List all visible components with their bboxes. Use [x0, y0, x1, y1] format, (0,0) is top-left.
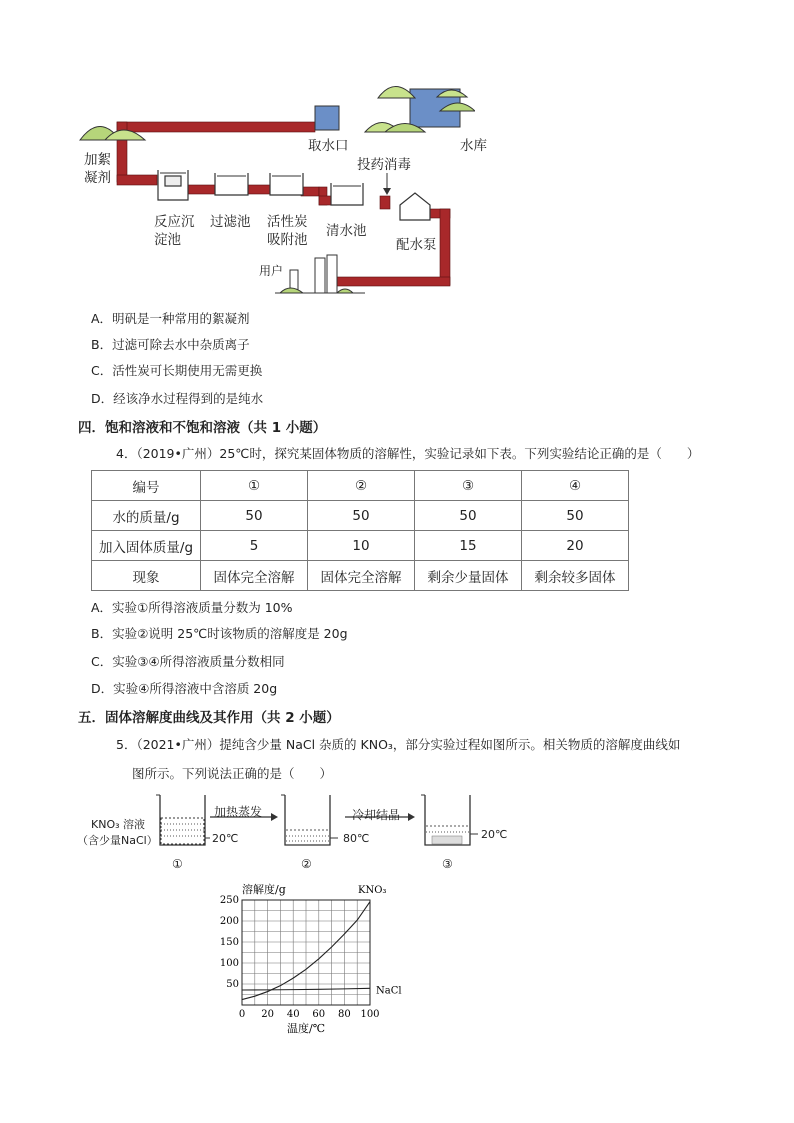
beaker2-temp-label: 80℃	[343, 832, 370, 845]
clear-tank-label: 清水池	[326, 223, 367, 239]
q3-option-d: D．经该净水过程得到的是纯水	[91, 391, 264, 406]
table-cell: 15	[415, 531, 522, 561]
beaker3-number: ③	[442, 857, 453, 871]
reservoir-icon	[365, 87, 475, 133]
pump-house-icon	[400, 193, 430, 220]
table-row	[92, 531, 629, 561]
step-evaporate-label: 加热蒸发	[214, 805, 263, 819]
y-axis-label: 溶解度/g	[242, 883, 286, 896]
q3-option-b: B．过滤可除去水中杂质离子	[91, 337, 250, 352]
x-tick-label: 40	[286, 1009, 300, 1020]
q4-stem: 4．（2019•广州）25℃时，探究某固体物质的溶解性，实验记录如下表。下列实验结论正确的是（ ）	[116, 446, 700, 461]
table-cell: ①	[201, 471, 308, 501]
series-label: NaCl	[376, 985, 402, 997]
reaction-tank-label-2: 淀池	[154, 232, 181, 248]
beaker-icon	[281, 795, 330, 845]
table-cell: 50	[522, 501, 629, 531]
table-cell: ②	[308, 471, 415, 501]
beaker1-solution-label: KNO₃ 溶液	[91, 818, 146, 831]
table-cell: 剩余少量固体	[415, 561, 522, 591]
x-tick-label: 100	[360, 1009, 380, 1020]
table-cell: 剩余较多固体	[522, 561, 629, 591]
filter-tank-label: 过滤池	[210, 214, 251, 230]
q3-option-a: A．明矾是一种常用的絮凝剂	[91, 311, 250, 326]
section5-title: 五．固体溶解度曲线及其作用（共 2 小题）	[78, 710, 340, 726]
coagulant-label-1: 加絮	[84, 152, 111, 168]
table-cell: ④	[522, 471, 629, 501]
intake-label: 取水口	[308, 138, 349, 154]
y-tick-label: 250	[220, 895, 239, 906]
beaker1-temp-label: 20℃	[212, 832, 239, 845]
table-row	[92, 471, 629, 501]
q4-option-b: B．实验②说明 25℃时该物质的溶解度是 20g	[91, 626, 348, 641]
solubility-chart	[220, 880, 420, 1040]
carbon-tank-label-1: 活性炭	[267, 214, 308, 230]
beaker-icon	[421, 795, 470, 845]
table-cell: 加入固体质量/g	[92, 531, 201, 561]
series-label: KNO₃	[358, 885, 387, 896]
pump-label: 配水泵	[396, 237, 437, 253]
y-tick-label: 150	[220, 937, 239, 948]
q3-option-c: C．活性炭可长期使用无需更换	[91, 363, 263, 378]
table-cell: 50	[415, 501, 522, 531]
table-row	[92, 501, 629, 531]
q4-option-a: A．实验①所得溶液质量分数为 10%	[91, 600, 293, 615]
intake-box-icon	[315, 106, 339, 130]
y-tick-label: 50	[226, 979, 239, 990]
reaction-tank-label-1: 反应沉	[154, 214, 195, 230]
table-cell: ③	[415, 471, 522, 501]
table-cell: 5	[201, 531, 308, 561]
carbon-tank-label-2: 吸附池	[267, 232, 308, 248]
table-cell: 编号	[92, 471, 201, 501]
q4-experiment-table	[91, 470, 629, 591]
beaker1-number: ①	[172, 857, 183, 871]
step-crystallize-label: 冷却结晶	[352, 808, 401, 822]
x-tick-label: 80	[338, 1009, 351, 1020]
x-tick-label: 0	[238, 1009, 246, 1020]
q5-stem-line2: 图所示。下列说法正确的是（ ）	[132, 766, 333, 781]
q4-option-c: C．实验③④所得溶液质量分数相同	[91, 654, 285, 669]
x-tick-label: 60	[312, 1009, 326, 1020]
table-cell: 10	[308, 531, 415, 561]
y-tick-label: 100	[220, 958, 239, 969]
disinfect-label: 投药消毒	[357, 157, 411, 173]
q5-stem-line1: 5．（2021•广州）提纯含少量 NaCl 杂质的 KNO₃，部分实验过程如图所示。相关物质的溶解度曲线如	[116, 737, 681, 752]
table-cell: 固体完全溶解	[201, 561, 308, 591]
table-cell: 50	[308, 501, 415, 531]
q4-option-d: D．实验④所得溶液中含溶质 20g	[91, 681, 278, 696]
beaker2-number: ②	[301, 857, 312, 871]
reservoir-label: 水库	[460, 138, 487, 154]
table-cell: 水的质量/g	[92, 501, 201, 531]
coagulant-label-2: 凝剂	[84, 170, 111, 186]
beaker1-impurity-label: （含少量NaCl）	[77, 834, 158, 847]
beaker-process-diagram	[140, 790, 540, 870]
table-row	[92, 561, 629, 591]
user-buildings-icon	[275, 255, 365, 293]
y-tick-label: 200	[220, 916, 239, 927]
table-cell: 20	[522, 531, 629, 561]
x-tick-label: 20	[261, 1009, 274, 1020]
table-cell: 固体完全溶解	[308, 561, 415, 591]
section4-title: 四．饱和溶液和不饱和溶液（共 1 小题）	[78, 420, 327, 436]
user-label: 用户	[259, 264, 284, 278]
beaker3-temp-label: 20℃	[481, 828, 508, 841]
table-cell: 现象	[92, 561, 201, 591]
table-cell: 50	[201, 501, 308, 531]
beaker-icon	[156, 795, 205, 845]
x-axis-label: 温度/℃	[286, 1022, 326, 1035]
